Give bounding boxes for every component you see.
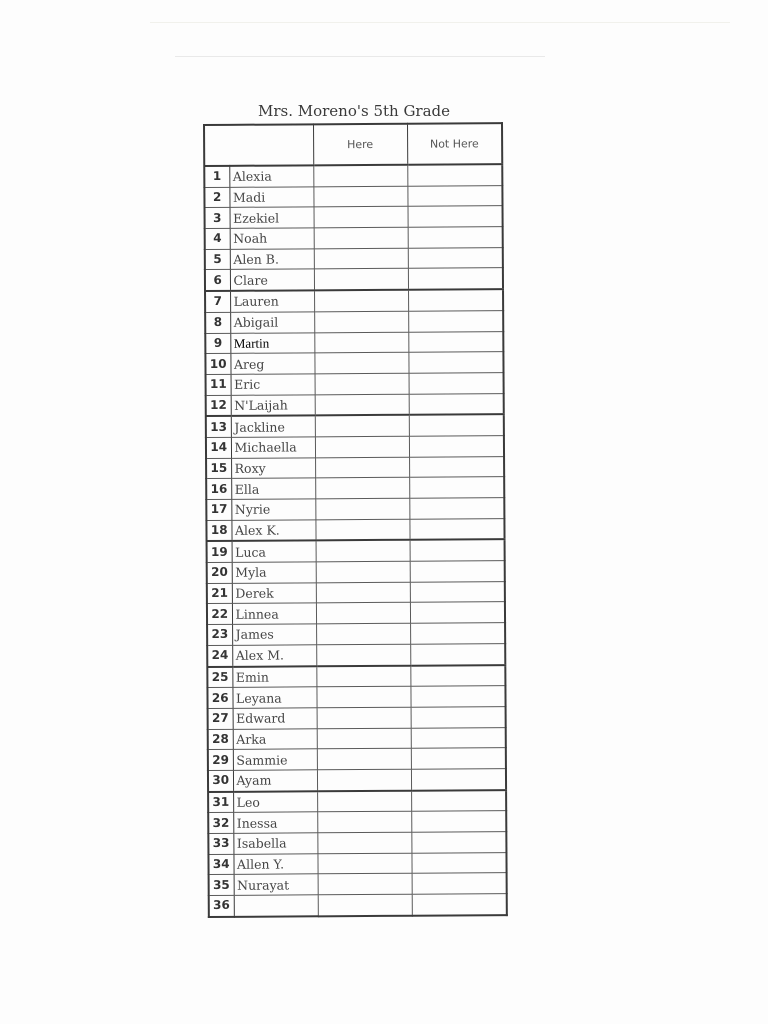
student-name: Michaella xyxy=(231,437,315,458)
student-number: 24 xyxy=(207,645,232,666)
student-name: Myla xyxy=(232,562,316,583)
student-name xyxy=(234,895,318,917)
student-number: 34 xyxy=(208,854,233,875)
student-number: 27 xyxy=(208,708,233,729)
student-number: 8 xyxy=(205,312,230,333)
sheet-title: Mrs. Moreno's 5th Grade xyxy=(257,102,451,120)
student-number: 2 xyxy=(204,187,229,208)
student-name: Edward xyxy=(233,708,317,729)
student-number: 4 xyxy=(205,228,230,249)
attendance-sheet xyxy=(203,122,508,918)
table-row xyxy=(206,456,504,479)
student-number: 13 xyxy=(206,416,231,437)
header-student xyxy=(204,124,313,166)
student-number: 9 xyxy=(205,333,230,354)
roster-body xyxy=(204,164,507,917)
student-number: 21 xyxy=(207,583,232,604)
table-row xyxy=(207,643,505,666)
student-number: 6 xyxy=(205,270,230,291)
not-here-cell[interactable] xyxy=(411,790,506,812)
table-row xyxy=(204,164,502,187)
student-number: 17 xyxy=(206,499,231,520)
not-here-cell[interactable] xyxy=(407,185,502,206)
scan-artifact-line xyxy=(150,22,730,23)
student-number: 28 xyxy=(208,729,233,750)
table-row xyxy=(207,665,505,688)
not-here-cell[interactable] xyxy=(408,268,503,290)
student-number: 14 xyxy=(206,437,231,458)
student-number: 25 xyxy=(207,666,232,687)
here-cell[interactable] xyxy=(316,644,410,666)
not-here-cell[interactable] xyxy=(412,894,507,916)
here-cell[interactable] xyxy=(313,165,407,187)
student-name: Ella xyxy=(231,478,315,499)
student-number: 11 xyxy=(206,374,231,395)
not-here-cell[interactable] xyxy=(409,477,504,498)
here-cell[interactable] xyxy=(314,332,408,353)
here-cell[interactable] xyxy=(317,853,411,874)
student-name: Isabella xyxy=(233,833,317,854)
table-row xyxy=(206,518,504,541)
here-cell[interactable] xyxy=(314,311,408,332)
not-here-cell[interactable] xyxy=(409,518,504,540)
not-here-cell[interactable] xyxy=(410,686,505,707)
attendance-table xyxy=(203,122,508,918)
student-number: 18 xyxy=(206,520,231,541)
table-row xyxy=(206,373,504,396)
not-here-cell[interactable] xyxy=(410,665,505,687)
here-cell[interactable] xyxy=(317,790,411,812)
student-name: Abigail xyxy=(230,312,314,333)
here-cell[interactable] xyxy=(317,832,411,853)
here-cell[interactable] xyxy=(315,394,409,416)
not-here-cell[interactable] xyxy=(411,811,506,832)
here-cell[interactable] xyxy=(316,665,410,687)
not-here-cell[interactable] xyxy=(411,832,506,853)
header-row xyxy=(204,123,502,166)
student-name: Luca xyxy=(232,541,316,563)
table-row xyxy=(206,436,504,459)
not-here-cell[interactable] xyxy=(411,852,506,873)
not-here-cell[interactable] xyxy=(408,331,503,352)
here-cell[interactable] xyxy=(313,186,407,207)
here-cell[interactable] xyxy=(315,415,409,437)
table-row xyxy=(205,227,503,250)
student-name: Alex K. xyxy=(231,520,315,542)
student-number: 3 xyxy=(205,208,230,229)
student-name: N'Laijah xyxy=(231,394,315,416)
student-name: Nyrie xyxy=(231,499,315,520)
here-cell[interactable] xyxy=(316,623,410,644)
not-here-cell[interactable] xyxy=(409,436,504,457)
table-row xyxy=(208,811,506,834)
student-name: Jackline xyxy=(231,416,315,438)
student-number: 15 xyxy=(206,458,231,479)
student-name: Sammie xyxy=(233,749,317,770)
not-here-cell[interactable] xyxy=(408,352,503,373)
here-cell[interactable] xyxy=(316,582,410,603)
student-number: 1 xyxy=(204,166,229,187)
here-cell[interactable] xyxy=(317,728,411,749)
student-number: 5 xyxy=(205,249,230,270)
not-here-cell[interactable] xyxy=(411,748,506,769)
student-name: Eric xyxy=(231,374,315,395)
table-row xyxy=(208,790,506,813)
student-name: Leo xyxy=(233,791,317,813)
student-name: Leyana xyxy=(232,687,316,708)
not-here-cell[interactable] xyxy=(409,456,504,477)
here-cell[interactable] xyxy=(314,352,408,373)
here-cell[interactable] xyxy=(315,457,409,478)
student-name: Martin xyxy=(230,332,314,353)
here-cell[interactable] xyxy=(316,686,410,707)
student-number: 36 xyxy=(209,895,234,916)
not-here-cell[interactable] xyxy=(410,540,505,562)
table-row xyxy=(205,331,503,354)
here-cell[interactable] xyxy=(314,227,408,248)
student-number: 30 xyxy=(208,770,233,791)
here-cell[interactable] xyxy=(315,498,409,519)
table-row xyxy=(207,602,505,625)
not-here-cell[interactable] xyxy=(412,873,507,894)
not-here-cell[interactable] xyxy=(410,643,505,665)
student-number: 29 xyxy=(208,750,233,771)
here-cell[interactable] xyxy=(318,894,412,916)
table-row xyxy=(209,873,507,896)
not-here-cell[interactable] xyxy=(408,247,503,268)
table-row xyxy=(208,707,506,730)
scan-artifact-line xyxy=(175,56,545,57)
table-row xyxy=(206,477,504,500)
student-name: Linnea xyxy=(232,603,316,624)
student-name: Ezekiel xyxy=(230,207,314,228)
student-number: 19 xyxy=(207,541,232,562)
table-row xyxy=(205,289,503,312)
table-row xyxy=(208,832,506,855)
here-cell[interactable] xyxy=(315,373,409,394)
not-here-cell[interactable] xyxy=(408,227,503,248)
not-here-cell[interactable] xyxy=(408,310,503,331)
here-cell[interactable] xyxy=(316,603,410,624)
here-cell[interactable] xyxy=(315,478,409,499)
here-cell[interactable] xyxy=(316,540,410,562)
not-here-cell[interactable] xyxy=(407,164,502,186)
student-number: 16 xyxy=(206,479,231,500)
student-name: Inessa xyxy=(233,812,317,833)
table-row xyxy=(208,727,506,750)
not-here-cell[interactable] xyxy=(408,206,503,227)
table-row xyxy=(209,894,507,917)
table-row xyxy=(205,310,503,333)
table-row xyxy=(206,393,504,416)
table-row xyxy=(205,352,503,375)
student-number: 10 xyxy=(205,354,230,375)
student-name: Alex M. xyxy=(232,645,316,667)
student-number: 22 xyxy=(207,604,232,625)
header-here: Here xyxy=(313,124,407,166)
student-name: James xyxy=(232,624,316,645)
header-not-here: Not Here xyxy=(407,123,502,165)
table-row xyxy=(207,623,505,646)
here-cell[interactable] xyxy=(314,248,408,269)
student-name: Allen Y. xyxy=(233,854,317,875)
table-row xyxy=(205,247,503,270)
here-cell[interactable] xyxy=(317,769,411,791)
table-row xyxy=(205,268,503,291)
student-name: Alen B. xyxy=(230,249,314,270)
here-cell[interactable] xyxy=(314,290,408,312)
not-here-cell[interactable] xyxy=(409,373,504,394)
student-name: Emin xyxy=(232,666,316,688)
here-cell[interactable] xyxy=(315,519,409,541)
student-name: Ayam xyxy=(233,770,317,792)
not-here-cell[interactable] xyxy=(410,602,505,623)
table-row xyxy=(206,498,504,521)
student-name: Lauren xyxy=(230,290,314,312)
not-here-cell[interactable] xyxy=(411,769,506,791)
student-name: Areg xyxy=(230,353,314,374)
not-here-cell[interactable] xyxy=(410,581,505,602)
student-number: 33 xyxy=(208,833,233,854)
not-here-cell[interactable] xyxy=(411,707,506,728)
student-name: Noah xyxy=(230,228,314,249)
not-here-cell[interactable] xyxy=(408,289,503,311)
not-here-cell[interactable] xyxy=(409,393,504,415)
student-name: Roxy xyxy=(231,457,315,478)
here-cell[interactable] xyxy=(317,748,411,769)
not-here-cell[interactable] xyxy=(411,727,506,748)
student-number: 26 xyxy=(207,688,232,709)
not-here-cell[interactable] xyxy=(409,498,504,519)
here-cell[interactable] xyxy=(314,207,408,228)
student-name: Derek xyxy=(232,583,316,604)
student-number: 7 xyxy=(205,291,230,312)
student-number: 35 xyxy=(209,875,234,896)
student-name: Alexia xyxy=(229,165,313,187)
here-cell[interactable] xyxy=(317,707,411,728)
table-row xyxy=(207,686,505,709)
here-cell[interactable] xyxy=(315,436,409,457)
not-here-cell[interactable] xyxy=(409,414,504,436)
student-name: Clare xyxy=(230,269,314,291)
table-row xyxy=(205,206,503,229)
student-name: Arka xyxy=(233,728,317,749)
student-name: Nurayat xyxy=(234,874,318,895)
table-row xyxy=(207,540,505,563)
table-row xyxy=(206,414,504,437)
student-number: 12 xyxy=(206,395,231,416)
not-here-cell[interactable] xyxy=(410,623,505,644)
table-row xyxy=(207,561,505,584)
student-number: 23 xyxy=(207,624,232,645)
table-row xyxy=(204,185,502,208)
table-row xyxy=(208,852,506,875)
student-number: 32 xyxy=(208,813,233,834)
here-cell[interactable] xyxy=(317,812,411,833)
here-cell[interactable] xyxy=(314,269,408,291)
here-cell[interactable] xyxy=(316,561,410,582)
table-row xyxy=(208,769,506,792)
student-name: Madi xyxy=(229,187,313,208)
not-here-cell[interactable] xyxy=(410,561,505,582)
student-number: 20 xyxy=(207,562,232,583)
student-number: 31 xyxy=(208,791,233,812)
table-row xyxy=(207,581,505,604)
table-row xyxy=(208,748,506,771)
here-cell[interactable] xyxy=(318,874,412,895)
